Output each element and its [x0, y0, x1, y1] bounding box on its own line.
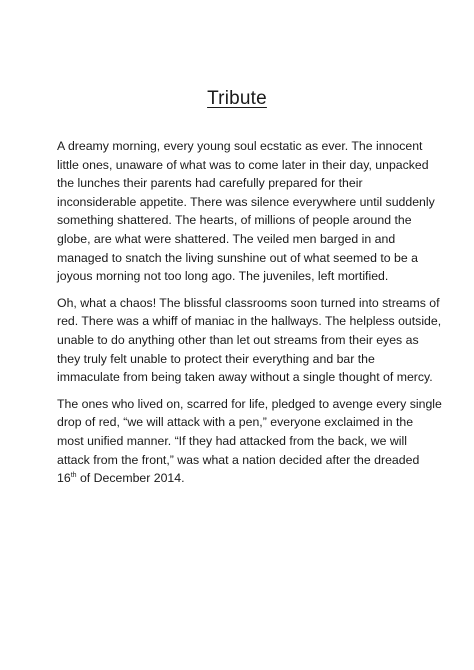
text-line: something shattered. The hearts, of millions of people around the: [57, 213, 412, 228]
text-line: little ones, unaware of what was to come later in their day, unpacked: [57, 157, 429, 172]
paragraph-2: [57, 294, 442, 387]
date-day: 16: [57, 471, 71, 486]
text-line: The ones who lived on, scarred for life, pledged to avenge every single: [57, 396, 442, 411]
paragraph-3: [57, 395, 442, 488]
document-body: [57, 137, 442, 496]
text-line: inconsiderable appetite. There was silence everywhere until suddenly: [57, 194, 435, 209]
page-title: Tribute: [207, 88, 267, 109]
date-ordinal: th: [70, 472, 77, 479]
text-line: attack from the front,” was what a nation decided after the dreaded: [57, 452, 420, 467]
paragraph-1: [57, 137, 435, 286]
text-line: unable to do anything other than let out streams from their eyes as: [57, 332, 419, 347]
text-line: drop of red, “we will attack with a pen,” everyone exclaimed in the: [57, 415, 414, 430]
date-line: [57, 469, 419, 488]
text-line: joyous morning not too long ago. The juveniles, left mortified.: [57, 269, 389, 284]
text-line: A dreamy morning, every young soul ecstatic as ever. The innocent: [57, 139, 423, 153]
text-line: globe, are what were shattered. The veiled men barged in and: [57, 231, 396, 246]
text-line: managed to snatch the living sunshine out of what seemed to be a: [57, 250, 418, 265]
text-line: immaculate from being taken away without a single thought of mercy.: [57, 370, 433, 385]
text-line: most unified manner. “If they had attacked from the back, we will: [57, 433, 407, 448]
text-line: red. There was a whiff of maniac in the hallways. The helpless outside,: [57, 314, 442, 329]
date-rest: of December 2014.: [76, 471, 185, 486]
text-line: the lunches their parents had carefully prepared for their: [57, 176, 363, 191]
text-line: Oh, what a chaos! The blissful classrooms soon turned into streams of: [57, 295, 440, 310]
text-line: they truly felt unable to protect their everything and bar the: [57, 351, 375, 366]
